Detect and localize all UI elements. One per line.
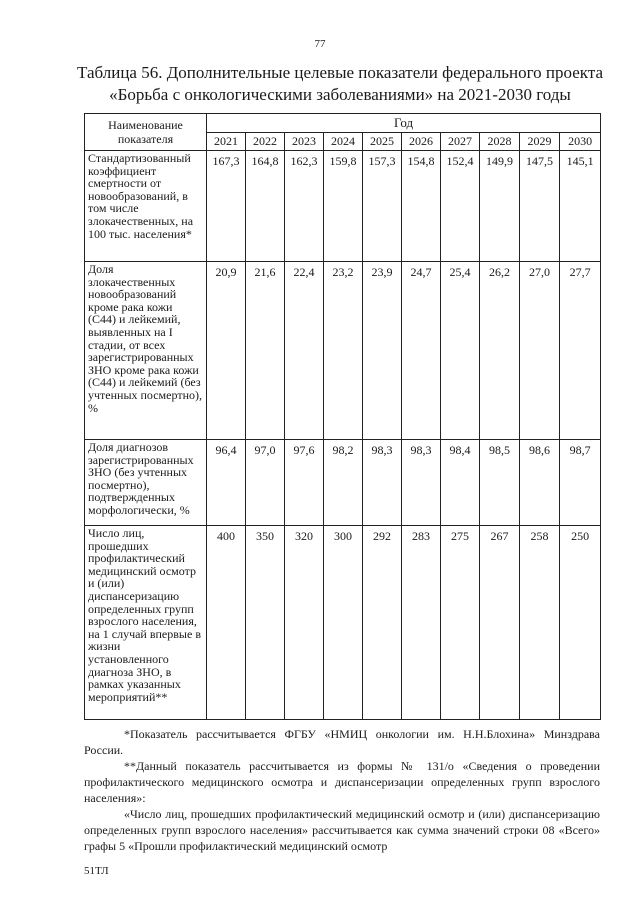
value-cell: 25,4: [441, 262, 480, 440]
value-cell: 98,5: [480, 440, 520, 526]
value-cell: 145,1: [560, 151, 601, 262]
value-cell: 283: [402, 526, 441, 720]
header-indicator-name: Наименование показателя: [85, 114, 207, 151]
value-cell: 400: [207, 526, 246, 720]
value-cell: 22,4: [285, 262, 324, 440]
value-cell: 157,3: [363, 151, 402, 262]
value-cell: 23,2: [324, 262, 363, 440]
indicator-name: Доля злокачественных новообразований кроме рака кожи (С44) и лейкемий, выявленных на I стадии, от всех зарегистрированных ЗНО кроме рака кожи (С44) и лейкемий (без учтенных посмертно), %: [85, 262, 207, 440]
value-cell: 20,9: [207, 262, 246, 440]
value-cell: 152,4: [441, 151, 480, 262]
value-cell: 96,4: [207, 440, 246, 526]
value-cell: 159,8: [324, 151, 363, 262]
footnote-3: «Число лиц, прошедших профилактический медицинский осмотр и (или) диспансеризацию определенных групп взрослого населения» рассчитывается как сумма значений строки 08 «Всего» графы 5 «Прошли профилактический медицинский осмотр: [84, 807, 600, 853]
year-header: 2022: [246, 133, 285, 151]
value-cell: 24,7: [402, 262, 441, 440]
year-header: 2021: [207, 133, 246, 151]
footnote-1: *Показатель рассчитывается ФГБУ «НМИЦ онкологии им. Н.Н.Блохина» Минздрава России.: [84, 727, 600, 757]
value-cell: 350: [246, 526, 285, 720]
footnote-2: **Данный показатель рассчитывается из формы № 131/о «Сведения о проведении профилактического медицинского осмотра и диспансеризации определенных групп взрослого населения»:: [84, 759, 600, 805]
year-header: 2024: [324, 133, 363, 151]
table-row: [85, 526, 601, 720]
value-cell: 97,6: [285, 440, 324, 526]
year-header: 2030: [560, 133, 601, 151]
title-line-2: «Борьба с онкологическими заболеваниями» на 2021-2030 годы: [109, 85, 571, 104]
year-header: 2028: [480, 133, 520, 151]
value-cell: 154,8: [402, 151, 441, 262]
value-cell: 149,9: [480, 151, 520, 262]
page-number: 77: [314, 38, 326, 50]
value-cell: 98,3: [402, 440, 441, 526]
value-cell: 320: [285, 526, 324, 720]
value-cell: 162,3: [285, 151, 324, 262]
value-cell: 258: [520, 526, 560, 720]
table-row: [85, 440, 601, 526]
value-cell: 98,4: [441, 440, 480, 526]
table-row: [85, 262, 601, 440]
value-cell: 27,7: [560, 262, 601, 440]
value-cell: 98,6: [520, 440, 560, 526]
indicator-name: Число лиц, прошедших профилактический медицинский осмотр и (или) диспансеризацию определенных групп взрослого населения, на 1 случай впервые в жизни установленного диагноза ЗНО, в рамках указанных мероприятий**: [85, 526, 207, 720]
indicator-name: Доля диагнозов зарегистрированных ЗНО (без учтенных посмертно), подтвержденных морфологически, %: [85, 440, 207, 526]
value-cell: 267: [480, 526, 520, 720]
indicator-name: Стандартизованный коэффициент смертности от новообразований, в том числе злокачественных, на 100 тыс. населения*: [85, 151, 207, 262]
value-cell: 27,0: [520, 262, 560, 440]
value-cell: 98,3: [363, 440, 402, 526]
value-cell: 167,3: [207, 151, 246, 262]
title-line-1: Таблица 56. Дополнительные целевые показатели федерального проекта: [77, 63, 603, 82]
year-header: 2026: [402, 133, 441, 151]
value-cell: 300: [324, 526, 363, 720]
value-cell: 21,6: [246, 262, 285, 440]
value-cell: 98,2: [324, 440, 363, 526]
table-row: [85, 151, 601, 262]
value-cell: 275: [441, 526, 480, 720]
year-header: 2027: [441, 133, 480, 151]
value-cell: 26,2: [480, 262, 520, 440]
year-header: 2029: [520, 133, 560, 151]
value-cell: 292: [363, 526, 402, 720]
year-header: 2025: [363, 133, 402, 151]
table-title: [40, 62, 640, 106]
footnotes: [84, 726, 600, 854]
indicators-table: [84, 113, 601, 720]
value-cell: 147,5: [520, 151, 560, 262]
value-cell: 164,8: [246, 151, 285, 262]
year-header: 2023: [285, 133, 324, 151]
value-cell: 250: [560, 526, 601, 720]
header-year-group: Год: [207, 114, 601, 133]
value-cell: 97,0: [246, 440, 285, 526]
value-cell: 98,7: [560, 440, 601, 526]
value-cell: 23,9: [363, 262, 402, 440]
footer-code: 51ТЛ: [84, 865, 109, 877]
